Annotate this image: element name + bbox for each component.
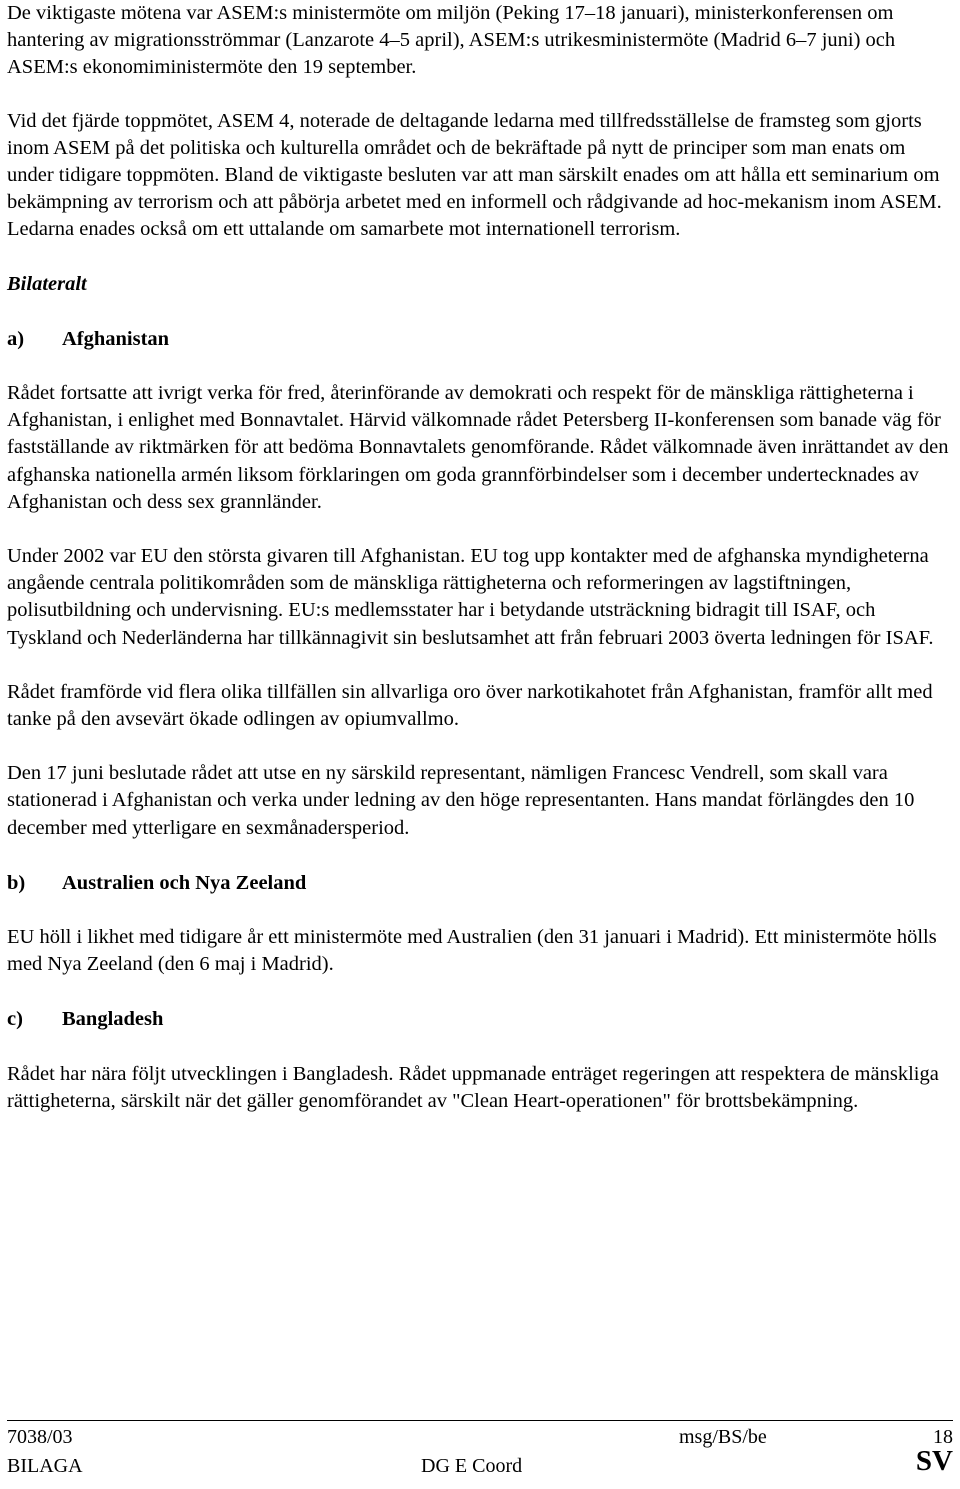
subheading-afghanistan bbox=[7, 326, 953, 353]
footer-row-2 bbox=[7, 1445, 953, 1479]
afghanistan-paragraph-3: Rådet framförde vid flera olika tillfällen sin allvarliga oro över narkotikahotet från Afghanistan, framför allt med tanke på den avsevärt ökade odlingen av opiumvallmo. bbox=[7, 680, 933, 731]
subheading-title: Afghanistan bbox=[62, 327, 170, 350]
section-heading-bilateral: Bilateralt bbox=[7, 272, 87, 295]
footer-ref: msg/BS/be bbox=[679, 1426, 767, 1448]
afghanistan-paragraph-1: Rådet fortsatte att ivrigt verka för fred, återinförande av demokrati och respekt för de mänskliga rättigheterna i Afghanistan, i enlighet med Bonnavtalet. Härvid välkomnade rådet Petersberg II-konferensen som banade väg för fastställande av riktmärken för att bedöma Bonnavtalets genomförande. Rådet välkomnade även inrättandet av den afghanska nationella armén liksom förklaringen om goda grannförbindelser som i december undertecknades av Afghanistan och dess sex grannländer. bbox=[7, 382, 949, 513]
footer-doc-number: 7038/03 bbox=[7, 1426, 73, 1448]
document-body bbox=[7, 0, 953, 1115]
australia-paragraph-1: EU höll i likhet med tidigare år ett ministermöte med Australien (den 31 januari i Madrid). Ett ministermöte hölls med Nya Zeeland (den 6 maj i Madrid). bbox=[7, 926, 937, 976]
subheading-australia bbox=[7, 870, 953, 897]
afghanistan-paragraph-4: Den 17 juni beslutade rådet att utse en ny särskild representant, nämligen Francesc Vendrell, som skall vara stationerad i Afghanistan och verka under ledning av den höge representanten. Hans mandat förlängdes den 10 december med ytterligare en sexmånadersperiod. bbox=[7, 762, 915, 839]
footer-page-number: 18 bbox=[933, 1426, 953, 1448]
subheading-title: Australien och Nya Zeeland bbox=[62, 871, 307, 894]
footer-row-1 bbox=[7, 1421, 953, 1450]
footer-annex: BILAGA bbox=[7, 1455, 83, 1477]
intro-paragraph: De viktigaste mötena var ASEM:s ministermöte om miljön (Peking 17–18 januari), ministerkonferensen om hantering av migrationsströmmar (Lanzarote 4–5 april), ASEM:s utrikesministermöte (Madrid 6–7 juni) och ASEM:s ekonomiministermöte den 19 september. bbox=[7, 2, 896, 79]
bangladesh-paragraph-1: Rådet har nära följt utvecklingen i Bangladesh. Rådet uppmanade enträget regeringen att respektera de mänskliga rättigheterna, särskilt när det gäller genomförandet av "Clean Heart-operationen" för brottsbekämpning. bbox=[7, 1062, 939, 1112]
footer-language: SV bbox=[915, 1445, 953, 1477]
subheading-bangladesh bbox=[7, 1006, 953, 1033]
asem4-paragraph: Vid det fjärde toppmötet, ASEM 4, noterade de deltagande ledarna med tillfredsställelse de framsteg som gjorts inom ASEM på det politiska och kulturella området och de bekräftade på nytt de principer som man enats om under tidigare toppmöten. Bland de viktigaste besluten var att man särskilt enades om att hålla ett seminarium om bekämpning av terrorism och att påbörja arbetet med en informell och rådgivande ad hoc-mekanism inom ASEM. Ledarna enades också om ett uttalande om samarbete mot internationell terrorism. bbox=[7, 109, 942, 241]
subheading-letter: b) bbox=[7, 871, 26, 894]
subheading-letter: c) bbox=[7, 1008, 23, 1031]
page-footer bbox=[7, 1420, 953, 1479]
footer-dg: DG E Coord bbox=[421, 1455, 523, 1477]
subheading-letter: a) bbox=[7, 327, 25, 350]
afghanistan-paragraph-2: Under 2002 var EU den största givaren till Afghanistan. EU tog upp kontakter med de afghanska myndigheterna angående centrala politikområden som de mänskliga rättigheterna och reformeringen av lagstiftningen, polisutbildning och undervisning. EU:s medlemsstater har i betydande utsträckning bidragit till ISAF, och Tyskland och Nederländerna har tillkännagivit sin beslutsamhet att från februari 2003 överta ledningen för ISAF. bbox=[7, 545, 934, 649]
subheading-title: Bangladesh bbox=[62, 1008, 164, 1031]
